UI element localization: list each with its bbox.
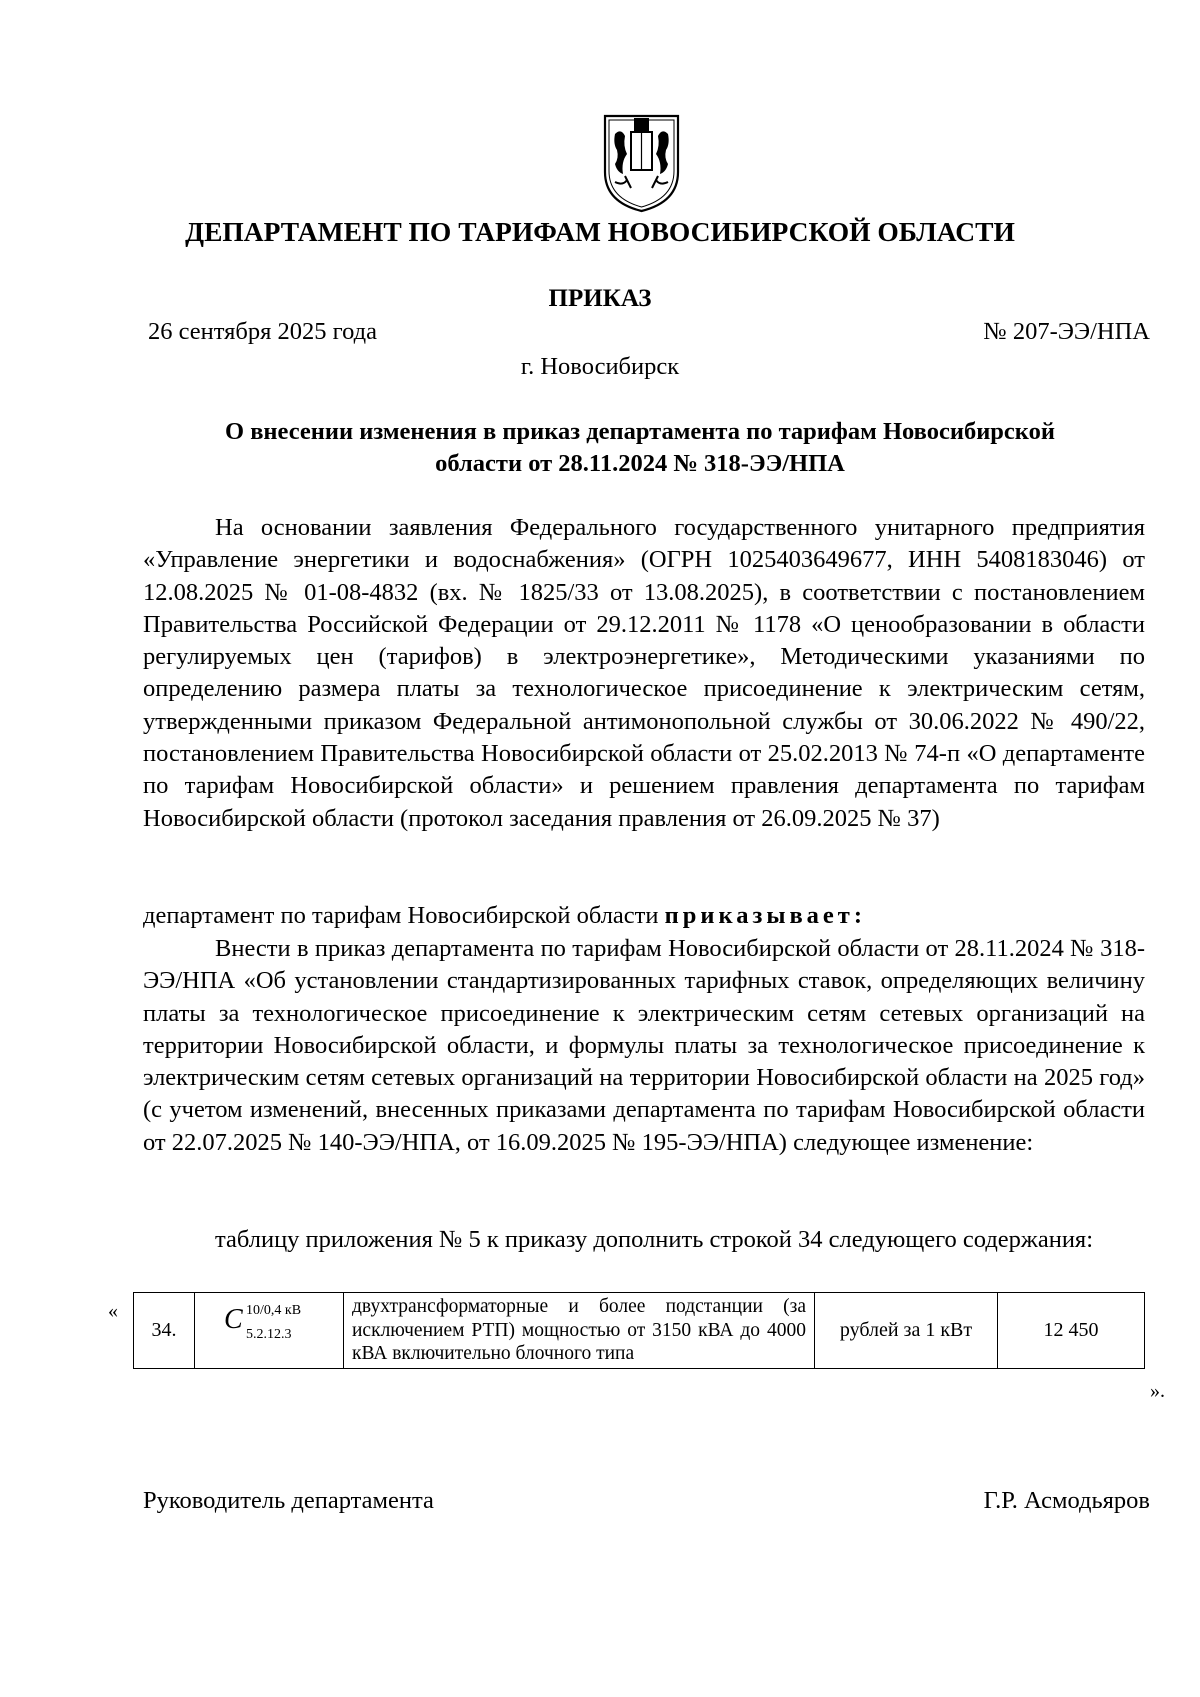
symbol-superscript: 10/0,4 кВ [246, 1303, 302, 1319]
amend-paragraph [143, 933, 1145, 1159]
rate-symbol [195, 1293, 344, 1369]
document-city: г. Новосибирск [520, 353, 680, 380]
signatory-role: Руководитель департамента [143, 1487, 434, 1514]
amendment-table [133, 1292, 1145, 1369]
open-quote: « [108, 1300, 118, 1322]
amend-text: Внести в приказ департамента по тарифам Новосибирской области от 28.11.2024 № 318-ЭЭ/НПА «Об установлении стандартизированных тарифных ставок, определяющих величину платы за технологическое присоединение к электрическим сетям сетевых организаций на территории Новосибирской области, и формулы платы за технологическое присоединение к электрическим сетям сетевых организаций на территории Новосибирской области на 2025 год» (с учетом изменений, внесенных приказами департамента по тарифам Новосибирской области от 22.07.2025 № 140-ЭЭ/НПА, от 16.09.2025 № 195-ЭЭ/НПА) следующее изменение: [143, 935, 1145, 1156]
orders-word: приказывает: [664, 902, 867, 929]
coat-of-arms-icon [601, 110, 682, 214]
document-number: № 207-ЭЭ/НПА [983, 318, 1150, 345]
orders-line [143, 900, 1145, 932]
orders-prefix: департамент по тарифам Новосибирской области [143, 902, 665, 929]
row-value: 12 450 [998, 1293, 1145, 1369]
document-type: ПРИКАЗ [548, 285, 652, 312]
symbol-subscript: 5.2.12.3 [246, 1327, 292, 1343]
row-description: двухтрансформаторные и более подстанции (за исключением РТП) мощностью от 3150 кВА до 4000 кВА включительно блочного типа [344, 1293, 815, 1369]
subject-line-2: области от 28.11.2024 № 318-ЭЭ/НПА [435, 450, 845, 477]
row-unit: рублей за 1 кВт [815, 1293, 998, 1369]
table-row [134, 1293, 1145, 1369]
symbol-base: C [224, 1304, 243, 1336]
table-intro-paragraph [143, 1224, 1145, 1256]
signatory-name: Г.Р. Асмодьяров [983, 1487, 1150, 1514]
document-date: 26 сентября 2025 года [148, 318, 377, 345]
subject-line-1: О внесении изменения в приказ департамента по тарифам Новосибирской [225, 418, 1055, 445]
row-number: 34. [134, 1293, 195, 1369]
close-quote: ». [1150, 1380, 1165, 1402]
basis-text: На основании заявления Федерального государственного унитарного предприятия «Управление энергетики и водоснабжения» (ОГРН 1025403649677, ИНН 5408183046) от 12.08.2025 № 01-08-4832 (вх. № 1825/33 от 13.08.2025), в соответствии с постановлением Правительства Российской Федерации от 29.12.2011 № 1178 «О ценообразовании в области регулируемых цен (тарифов) в электроэнергетике», Методическими указаниями по определению размера платы за технологическое присоединение к электрическим сетям, утвержденными приказом Федеральной антимонопольной службы от 30.06.2022 № 490/22, постановлением Правительства Новосибирской области от 25.02.2013 № 74-п «О департаменте по тарифам Новосибирской области» и решением правления департамента по тарифам Новосибирской области (протокол заседания правления от 26.09.2025 № 37) [143, 514, 1145, 832]
table-intro-text: таблицу приложения № 5 к приказу дополнить строкой 34 следующего содержания: [215, 1226, 1094, 1253]
basis-paragraph [143, 512, 1145, 835]
organization-name: ДЕПАРТАМЕНТ ПО ТАРИФАМ НОВОСИБИРСКОЙ ОБЛАСТИ [185, 216, 1015, 247]
document-subject [140, 416, 1140, 480]
